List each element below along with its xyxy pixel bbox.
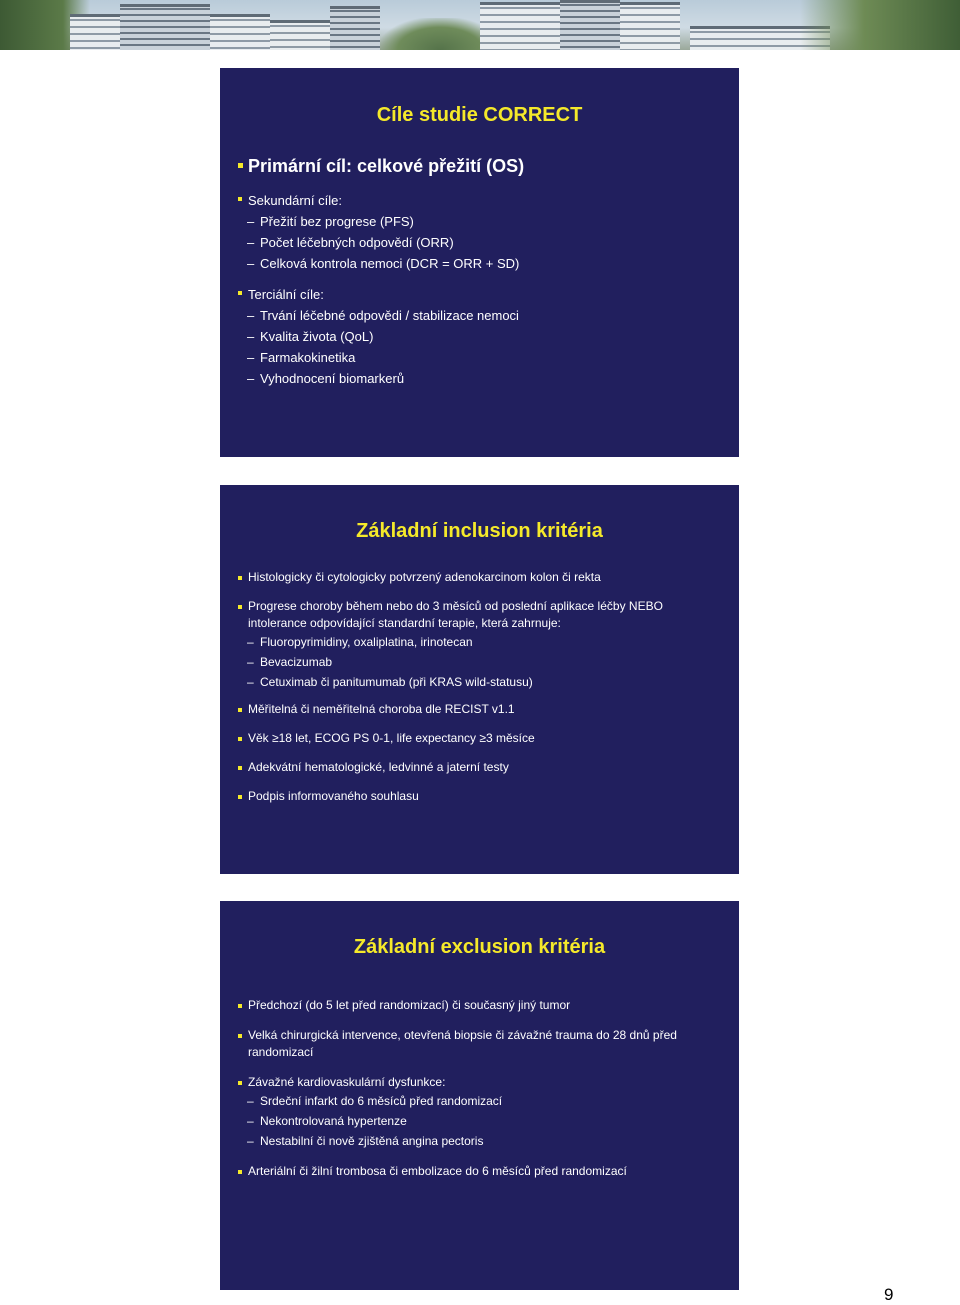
list-item: Předchozí (do 5 let před randomizací) či současný jiný tumor xyxy=(238,997,721,1014)
list-item: Histologicky či cytologicky potvrzený adenokarcinom kolon či rekta xyxy=(238,569,721,586)
list-item: – Nekontrolovaná hypertenze xyxy=(238,1111,721,1131)
primary-goal: Primární cíl: celkové přežití (OS) xyxy=(238,154,721,178)
header-photo-banner xyxy=(0,0,960,50)
banner-building xyxy=(560,0,620,50)
banner-building xyxy=(120,4,210,50)
inclusion-list xyxy=(238,569,721,805)
exclusion-list xyxy=(238,997,721,1180)
list-item: – Nestabilní či nově zjištěná angina pectoris xyxy=(238,1131,721,1151)
list-item: Věk ≥18 let, ECOG PS 0-1, life expectancy ≥3 měsíce xyxy=(238,730,721,747)
slide-title: Základní exclusion kritéria xyxy=(353,936,606,958)
list-item: Podpis informovaného souhlasu xyxy=(238,788,721,805)
banner-building xyxy=(330,6,380,50)
list-item: – Trvání léčebné odpovědi / stabilizace nemoci xyxy=(238,305,721,326)
slide-inclusion-criteria xyxy=(220,485,739,874)
page-number: 9 xyxy=(884,1285,894,1304)
list-item: Velká chirurgická intervence, otevřená biopsie či závažné trauma do 28 dnů před randomizací xyxy=(238,1027,721,1061)
list-item: – Kvalita života (QoL) xyxy=(238,326,721,347)
list-item: – Vyhodnocení biomarkerů xyxy=(238,368,721,389)
list-item: – Farmakokinetika xyxy=(238,347,721,368)
list-item: – Srdeční infarkt do 6 měsíců před randomizací xyxy=(238,1091,721,1111)
list-item: Arteriální či žilní trombosa či embolizace do 6 měsíců před randomizací xyxy=(238,1163,721,1180)
tertiary-goals-label: Terciální cíle: xyxy=(238,284,721,305)
banner-trees-right xyxy=(800,0,960,50)
list-item: Adekvátní hematologické, ledvinné a jaterní testy xyxy=(238,759,721,776)
slide-study-goals xyxy=(220,68,739,457)
list-item: Závažné kardiovaskulární dysfunkce: xyxy=(238,1074,721,1091)
list-item: – Fluoropyrimidiny, oxaliplatina, irinotecan xyxy=(238,632,721,652)
list-item: – Bevacizumab xyxy=(238,652,721,672)
list-item: – Celková kontrola nemoci (DCR = ORR + SD) xyxy=(238,253,721,274)
slide-exclusion-criteria xyxy=(220,901,739,1290)
list-item: Progrese choroby během nebo do 3 měsíců od poslední aplikace léčby NEBO intolerance odpovídající standardní terapie, která zahrnuje: xyxy=(238,598,721,632)
slide-title: Cíle studie CORRECT xyxy=(376,104,583,126)
list-item: – Počet léčebných odpovědí (ORR) xyxy=(238,232,721,253)
slide-title: Základní inclusion kritéria xyxy=(356,520,603,542)
list-item: Měřitelná či neměřitelná choroba dle RECIST v1.1 xyxy=(238,701,721,718)
list-item: – Přežití bez progrese (PFS) xyxy=(238,211,721,232)
list-item: – Cetuximab či panitumumab (při KRAS wild-statusu) xyxy=(238,672,721,692)
secondary-goals-label: Sekundární cíle: xyxy=(238,190,721,211)
goals-list xyxy=(238,154,721,389)
